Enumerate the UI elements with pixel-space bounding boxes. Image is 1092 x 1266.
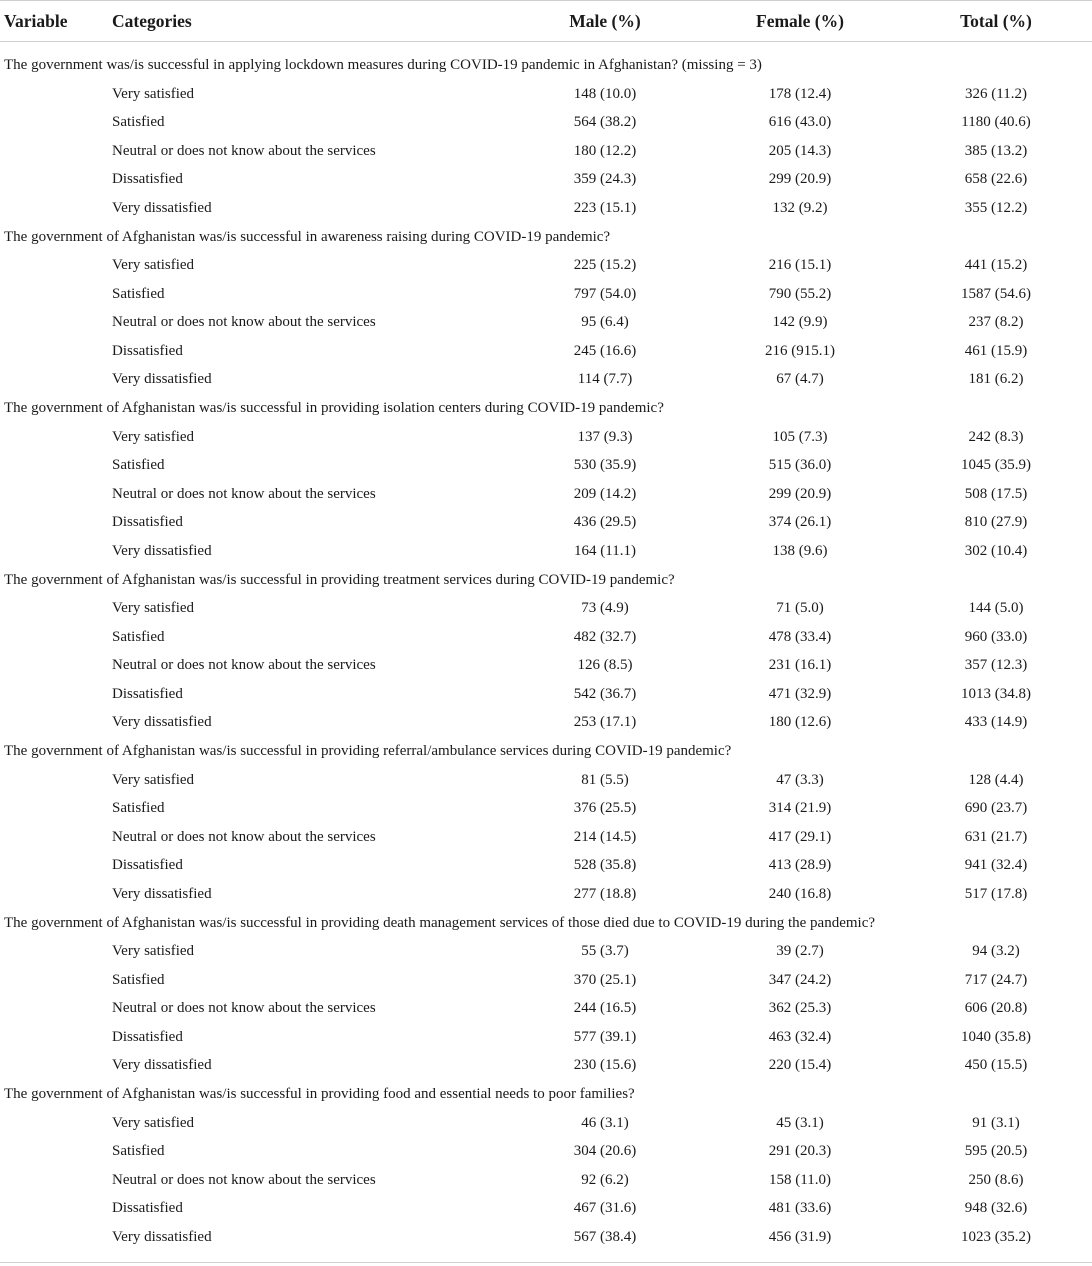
male-cell: 482 (32.7)	[573, 628, 637, 645]
question-row	[0, 909, 1092, 938]
female-cell: 456 (31.9)	[768, 1228, 832, 1245]
variable-cell	[0, 480, 108, 509]
female-cell: 158 (11.0)	[769, 1171, 831, 1188]
category-cell: Very dissatisfied	[112, 371, 212, 388]
total-cell: 250 (8.6)	[968, 1171, 1024, 1188]
female-cell: 362 (25.3)	[768, 1000, 832, 1017]
category-cell: Satisfied	[112, 114, 165, 131]
variable-cell	[0, 80, 108, 109]
header-female: Female (%)	[700, 1, 900, 42]
table-row	[0, 966, 1092, 995]
table-row	[0, 280, 1092, 309]
male-cell: 92 (6.2)	[581, 1171, 629, 1188]
female-cell: 205 (14.3)	[768, 142, 832, 159]
male-cell: 223 (15.1)	[573, 199, 637, 216]
female-cell: 314 (21.9)	[768, 800, 832, 817]
variable-cell	[0, 623, 108, 652]
female-cell: 616 (43.0)	[768, 114, 832, 131]
male-cell: 436 (29.5)	[573, 514, 637, 531]
female-cell: 463 (32.4)	[768, 1028, 832, 1045]
male-cell: 376 (25.5)	[573, 800, 637, 817]
male-cell: 137 (9.3)	[577, 428, 633, 445]
male-cell: 55 (3.7)	[581, 943, 629, 960]
table-row	[0, 766, 1092, 795]
category-cell: Satisfied	[112, 285, 165, 302]
female-cell: 132 (9.2)	[772, 199, 828, 216]
category-cell: Very dissatisfied	[112, 714, 212, 731]
variable-cell	[0, 166, 108, 195]
female-cell: 216 (915.1)	[765, 342, 835, 359]
total-cell: 1023 (35.2)	[961, 1228, 1031, 1245]
variable-cell	[0, 423, 108, 452]
table-body	[0, 42, 1092, 1263]
female-cell: 374 (26.1)	[768, 514, 832, 531]
female-cell: 299 (20.9)	[768, 171, 832, 188]
total-cell: 94 (3.2)	[972, 943, 1020, 960]
female-cell: 45 (3.1)	[776, 1114, 824, 1131]
table-row	[0, 537, 1092, 566]
total-cell: 508 (17.5)	[964, 485, 1028, 502]
male-cell: 567 (38.4)	[573, 1228, 637, 1245]
category-cell: Very satisfied	[112, 943, 195, 960]
total-cell: 91 (3.1)	[972, 1114, 1020, 1131]
total-cell: 948 (32.6)	[964, 1200, 1028, 1217]
table-row	[0, 680, 1092, 709]
total-cell: 181 (6.2)	[968, 371, 1024, 388]
female-cell: 291 (20.3)	[768, 1143, 832, 1160]
table-row	[0, 80, 1092, 109]
variable-cell	[0, 509, 108, 538]
male-cell: 359 (24.3)	[573, 171, 637, 188]
total-cell: 326 (11.2)	[965, 85, 1027, 102]
category-cell: Very satisfied	[112, 85, 195, 102]
question-text: The government of Afghanistan was/is successful in providing death management services of those died due to COVID-19 during the pandemic?	[4, 914, 876, 931]
variable-cell	[0, 337, 108, 366]
variable-cell	[0, 709, 108, 738]
category-cell: Very dissatisfied	[112, 199, 212, 216]
total-cell: 144 (5.0)	[968, 600, 1024, 617]
total-cell: 690 (23.7)	[964, 800, 1028, 817]
question-text: The government of Afghanistan was/is successful in providing referral/ambulance services during COVID-19 pandemic?	[4, 743, 732, 759]
question-text: The government of Afghanistan was/is successful in providing isolation centers during COVID-19 pandemic?	[4, 400, 664, 416]
question-row	[0, 737, 1092, 766]
male-cell: 542 (36.7)	[573, 685, 637, 702]
category-cell: Very satisfied	[112, 600, 195, 617]
variable-cell	[0, 880, 108, 909]
table-row	[0, 709, 1092, 738]
table-row	[0, 337, 1092, 366]
table-row	[0, 595, 1092, 624]
category-cell: Satisfied	[112, 457, 165, 474]
female-cell: 178 (12.4)	[768, 85, 832, 102]
total-cell: 595 (20.5)	[964, 1143, 1028, 1160]
question-row	[0, 51, 1092, 80]
table-row	[0, 309, 1092, 338]
variable-cell	[0, 1109, 108, 1138]
variable-cell	[0, 595, 108, 624]
table-row	[0, 795, 1092, 824]
table-row	[0, 194, 1092, 223]
question-row	[0, 394, 1092, 423]
category-cell: Very dissatisfied	[112, 542, 212, 559]
variable-cell	[0, 652, 108, 681]
header-male: Male (%)	[510, 1, 700, 42]
variable-cell	[0, 366, 108, 395]
total-cell: 441 (15.2)	[964, 257, 1028, 274]
category-cell: Neutral or does not know about the services	[112, 142, 376, 159]
table-row	[0, 623, 1092, 652]
variable-cell	[0, 795, 108, 824]
total-cell: 517 (17.8)	[964, 885, 1028, 902]
total-cell: 960 (33.0)	[964, 628, 1028, 645]
female-cell: 39 (2.7)	[776, 943, 824, 960]
variable-cell	[0, 1052, 108, 1081]
male-cell: 81 (5.5)	[581, 771, 629, 788]
category-cell: Dissatisfied	[112, 1200, 183, 1217]
female-cell: 67 (4.7)	[776, 371, 824, 388]
female-cell: 515 (36.0)	[768, 457, 832, 474]
total-cell: 658 (22.6)	[964, 171, 1028, 188]
female-cell: 240 (16.8)	[768, 885, 832, 902]
male-cell: 95 (6.4)	[581, 314, 629, 331]
category-cell: Very satisfied	[112, 428, 195, 445]
variable-cell	[0, 1223, 108, 1252]
female-cell: 347 (24.2)	[768, 971, 832, 988]
female-cell: 216 (15.1)	[768, 257, 832, 274]
table-row	[0, 938, 1092, 967]
category-cell: Neutral or does not know about the services	[112, 828, 376, 845]
total-cell: 1180 (40.6)	[961, 114, 1031, 131]
variable-cell	[0, 194, 108, 223]
total-cell: 128 (4.4)	[968, 771, 1024, 788]
female-cell: 220 (15.4)	[768, 1057, 832, 1074]
category-cell: Dissatisfied	[112, 342, 183, 359]
variable-cell	[0, 966, 108, 995]
table-row	[0, 852, 1092, 881]
table-row	[0, 109, 1092, 138]
total-cell: 1587 (54.6)	[961, 285, 1031, 302]
total-cell: 810 (27.9)	[964, 514, 1028, 531]
total-cell: 357 (12.3)	[964, 657, 1028, 674]
variable-cell	[0, 680, 108, 709]
male-cell: 277 (18.8)	[573, 885, 637, 902]
header-categories: Categories	[108, 1, 510, 42]
male-cell: 114 (7.7)	[577, 371, 633, 388]
female-cell: 138 (9.6)	[772, 542, 828, 559]
variable-cell	[0, 109, 108, 138]
variable-cell	[0, 995, 108, 1024]
category-cell: Dissatisfied	[112, 685, 183, 702]
table-row	[0, 995, 1092, 1024]
category-cell: Very dissatisfied	[112, 1228, 212, 1245]
female-cell: 105 (7.3)	[772, 428, 828, 445]
header-row	[0, 1, 1092, 42]
table-row	[0, 452, 1092, 481]
male-cell: 225 (15.2)	[573, 257, 637, 274]
total-cell: 237 (8.2)	[968, 314, 1024, 331]
male-cell: 253 (17.1)	[573, 714, 637, 731]
total-cell: 242 (8.3)	[968, 428, 1024, 445]
category-cell: Dissatisfied	[112, 1028, 183, 1045]
variable-cell	[0, 852, 108, 881]
total-cell: 461 (15.9)	[964, 342, 1028, 359]
male-cell: 73 (4.9)	[581, 600, 629, 617]
male-cell: 148 (10.0)	[573, 85, 637, 102]
category-cell: Satisfied	[112, 628, 165, 645]
spacer-row	[0, 42, 1092, 52]
total-cell: 631 (21.7)	[964, 828, 1028, 845]
category-cell: Neutral or does not know about the services	[112, 314, 376, 331]
variable-cell	[0, 452, 108, 481]
category-cell: Neutral or does not know about the services	[112, 485, 376, 502]
category-cell: Very satisfied	[112, 257, 195, 274]
male-cell: 244 (16.5)	[573, 1000, 637, 1017]
table-row	[0, 252, 1092, 281]
question-row	[0, 223, 1092, 252]
category-cell: Very satisfied	[112, 1114, 195, 1131]
table-row	[0, 480, 1092, 509]
female-cell: 231 (16.1)	[768, 657, 832, 674]
variable-cell	[0, 1138, 108, 1167]
table-header	[0, 1, 1092, 42]
female-cell: 71 (5.0)	[776, 600, 824, 617]
female-cell: 417 (29.1)	[768, 828, 832, 845]
female-cell: 180 (12.6)	[768, 714, 832, 731]
table-row	[0, 166, 1092, 195]
category-cell: Satisfied	[112, 1143, 165, 1160]
table-row	[0, 880, 1092, 909]
table-row	[0, 1023, 1092, 1052]
category-cell: Very dissatisfied	[112, 885, 212, 902]
table-row	[0, 1195, 1092, 1224]
variable-cell	[0, 1166, 108, 1195]
male-cell: 370 (25.1)	[573, 971, 637, 988]
variable-cell	[0, 1023, 108, 1052]
female-cell: 471 (32.9)	[768, 685, 832, 702]
table-row	[0, 1052, 1092, 1081]
total-cell: 355 (12.2)	[964, 199, 1028, 216]
table-row	[0, 1109, 1092, 1138]
male-cell: 577 (39.1)	[573, 1028, 637, 1045]
total-cell: 717 (24.7)	[964, 971, 1028, 988]
total-cell: 450 (15.5)	[964, 1057, 1028, 1074]
table-row	[0, 1166, 1092, 1195]
category-cell: Satisfied	[112, 971, 165, 988]
total-cell: 941 (32.4)	[964, 857, 1028, 874]
category-cell: Neutral or does not know about the services	[112, 1000, 376, 1017]
total-cell: 302 (10.4)	[964, 542, 1028, 559]
variable-cell	[0, 252, 108, 281]
female-cell: 142 (9.9)	[772, 314, 828, 331]
male-cell: 230 (15.6)	[573, 1057, 637, 1074]
table-row	[0, 366, 1092, 395]
category-cell: Very dissatisfied	[112, 1057, 212, 1074]
total-cell: 1045 (35.9)	[961, 457, 1031, 474]
variable-cell	[0, 938, 108, 967]
category-cell: Dissatisfied	[112, 514, 183, 531]
question-text: The government of Afghanistan was/is successful in providing food and essential needs to poor families?	[4, 1086, 635, 1102]
question-row	[0, 566, 1092, 595]
category-cell: Neutral or does not know about the services	[112, 1171, 376, 1188]
male-cell: 180 (12.2)	[573, 142, 637, 159]
total-cell: 1013 (34.8)	[961, 685, 1031, 702]
question-row	[0, 1080, 1092, 1109]
table-row	[0, 137, 1092, 166]
variable-cell	[0, 280, 108, 309]
variable-cell	[0, 1195, 108, 1224]
table-row	[0, 652, 1092, 681]
female-cell: 47 (3.3)	[776, 771, 824, 788]
total-cell: 1040 (35.8)	[961, 1028, 1031, 1045]
variable-cell	[0, 537, 108, 566]
header-total: Total (%)	[900, 1, 1092, 42]
category-cell: Dissatisfied	[112, 857, 183, 874]
female-cell: 481 (33.6)	[768, 1200, 832, 1217]
category-cell: Very satisfied	[112, 771, 195, 788]
table-row	[0, 1138, 1092, 1167]
variable-cell	[0, 766, 108, 795]
male-cell: 530 (35.9)	[573, 457, 637, 474]
variable-cell	[0, 137, 108, 166]
header-variable: Variable	[0, 1, 108, 42]
total-cell: 433 (14.9)	[964, 714, 1028, 731]
table-row	[0, 509, 1092, 538]
table-bottom-rule	[0, 1252, 1092, 1263]
male-cell: 214 (14.5)	[573, 828, 637, 845]
male-cell: 304 (20.6)	[573, 1143, 637, 1160]
question-text: The government of Afghanistan was/is successful in awareness raising during COVID-19 pandemic?	[4, 228, 611, 245]
male-cell: 467 (31.6)	[573, 1200, 637, 1217]
variable-cell	[0, 309, 108, 338]
question-text: The government was/is successful in applying lockdown measures during COVID-19 pandemic in Afghanistan? (missing = 3)	[4, 57, 762, 73]
female-cell: 413 (28.9)	[768, 857, 832, 874]
table-row	[0, 1223, 1092, 1252]
male-cell: 126 (8.5)	[577, 657, 633, 674]
category-cell: Satisfied	[112, 800, 165, 817]
male-cell: 797 (54.0)	[573, 285, 637, 302]
male-cell: 245 (16.6)	[573, 342, 637, 359]
male-cell: 528 (35.8)	[573, 857, 637, 874]
male-cell: 564 (38.2)	[573, 114, 637, 131]
category-cell: Dissatisfied	[112, 171, 183, 188]
female-cell: 299 (20.9)	[768, 485, 832, 502]
category-cell: Neutral or does not know about the services	[112, 657, 376, 674]
table-row	[0, 823, 1092, 852]
female-cell: 790 (55.2)	[768, 285, 832, 302]
male-cell: 46 (3.1)	[581, 1114, 629, 1131]
female-cell: 478 (33.4)	[768, 628, 832, 645]
male-cell: 209 (14.2)	[573, 485, 637, 502]
total-cell: 606 (20.8)	[964, 1000, 1028, 1017]
table-row	[0, 423, 1092, 452]
total-cell: 385 (13.2)	[964, 142, 1028, 159]
male-cell: 164 (11.1)	[574, 542, 636, 559]
variable-cell	[0, 823, 108, 852]
question-text: The government of Afghanistan was/is successful in providing treatment services during COVID-19 pandemic?	[4, 571, 675, 588]
